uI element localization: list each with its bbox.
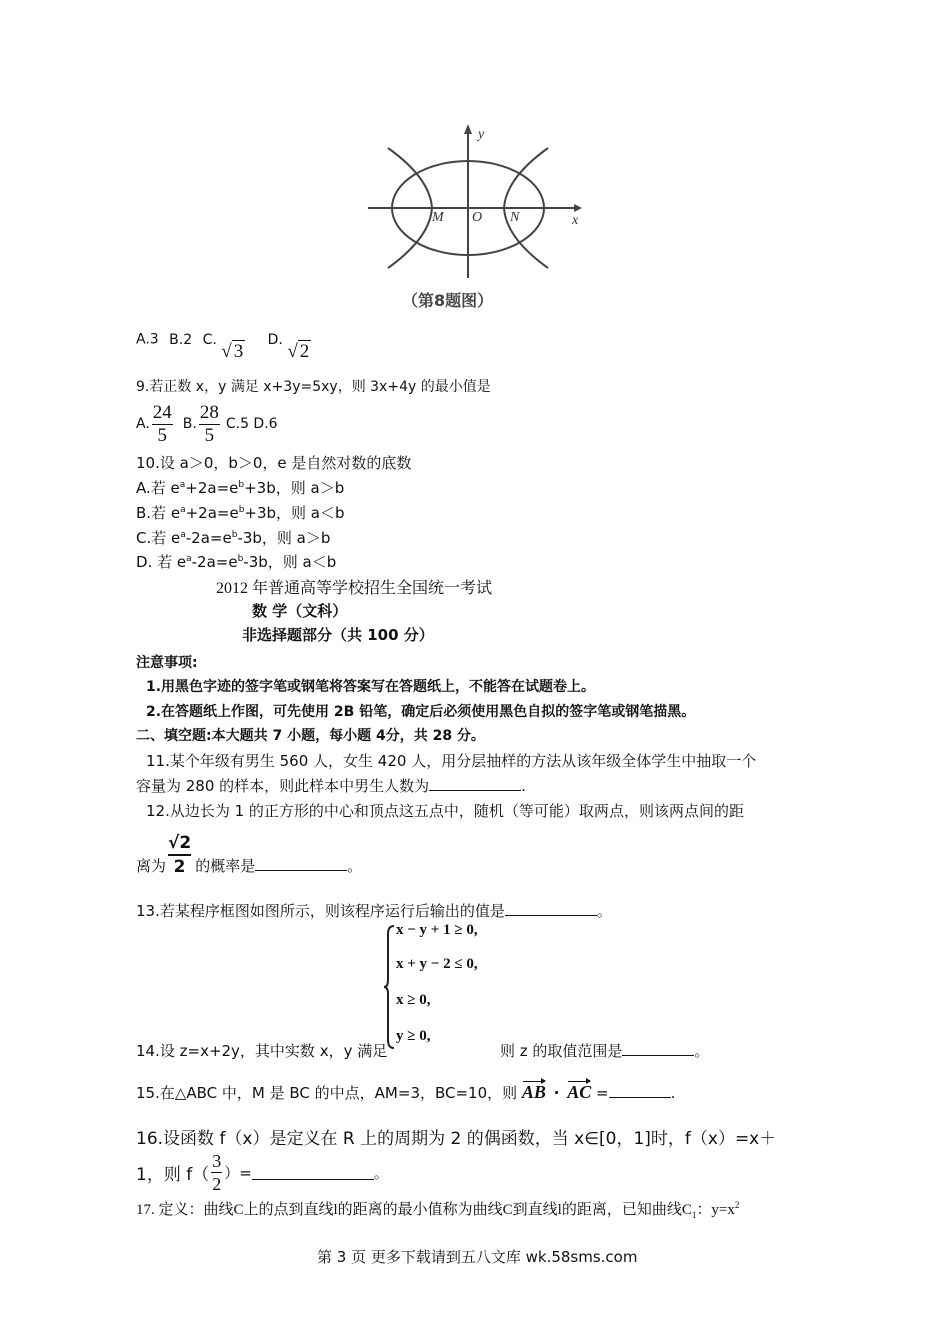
q13: 13.若某程序框图如图所示，则该程序运行后输出的值是 。	[136, 902, 612, 920]
notes-title: 注意事项:	[136, 655, 198, 671]
subject-title: 数 学（文科）	[252, 602, 348, 620]
q9-stem: 9.若正数 x，y 满足 x+3y=5xy，则 3x+4y 的最小值是	[136, 379, 491, 395]
q8-options	[136, 328, 311, 362]
q17: 17. 定义：曲线C上的点到直线l的距离的最小值称为曲线C到直线l的距离，已知曲线$C_1$：$y=x^2$	[136, 1200, 740, 1220]
label-x: x	[572, 213, 579, 228]
figure-8	[360, 118, 600, 313]
y-axis-arrow	[464, 124, 472, 134]
q9-a-label: A.	[136, 416, 150, 432]
q12-fraction: $\frac{√2}{2}$	[168, 833, 192, 877]
exam-title: 2012 年普通高等学校招生全国统一考试	[216, 580, 493, 597]
page-footer: 第 3 页 更多下载请到五八文库 wk.58sms.com	[317, 1248, 638, 1266]
q14-ineq-4: y ≥ 0,	[396, 1028, 431, 1044]
q15-answer-blank[interactable]	[609, 1083, 671, 1098]
q8-option-d: D.	[267, 331, 283, 348]
q10-option-c: C.若 $e^a-2a=e^b-3b$，则 a＞b	[136, 529, 331, 547]
q11-answer-blank[interactable]	[429, 776, 521, 791]
label-m: M	[432, 210, 444, 225]
q15: 15.在△ABC 中，M 是 BC 的中点，AM=3，BC=10，则 AB · AC = .	[136, 1082, 676, 1102]
vector-ab: AB	[521, 1082, 546, 1102]
q14-ineq-2: x + y − 2 ≤ 0,	[396, 956, 478, 972]
q9-b-fraction: $\frac{28}{5}$	[199, 401, 219, 446]
q16-fraction: $\frac{3}{2}$	[212, 1150, 222, 1194]
q9-options	[136, 400, 278, 448]
section-2-title: 二、填空题:本大题共 7 小题，每小题 4分，共 28 分。	[136, 728, 485, 744]
q14-pre: 14.设 z=x+2y，其中实数 x，y 满足	[136, 1042, 388, 1060]
q9-rest: C.5 D.6	[225, 416, 278, 432]
q14-ineq-1: x − y + 1 ≥ 0,	[396, 922, 478, 938]
vector-ac: AC	[567, 1082, 592, 1102]
q16-line1: 16.设函数 f（x）是定义在 R 上的周期为 2 的偶函数，当 x∈[0，1]时，f（x）=x＋	[136, 1129, 777, 1149]
brace-icon	[384, 924, 396, 1050]
q8-sqrt2: √ 2	[287, 341, 310, 362]
ellipse-hyperbola-diagram	[360, 118, 600, 313]
part-title: 非选择题部分（共 100 分）	[242, 626, 434, 644]
q10-option-a: A.若 $e^a+2a=e^b+3b$，则 a＞b	[136, 479, 345, 497]
q8-option-a: A.3	[136, 331, 159, 348]
label-y: y	[478, 127, 485, 142]
q8-option-c: C.	[202, 331, 217, 348]
q11-line1: 11.某个年级有男生 560 人，女生 420 人，用分层抽样的方法从该年级全体学生中抽取一个	[146, 752, 757, 770]
q12-line2: 离为 $\frac{√2}{2}$ 的概率是 。	[136, 833, 363, 877]
label-n: N	[510, 210, 520, 225]
q10-option-b: B.若 $e^a+2a=e^b+3b$，则 a＜b	[136, 504, 345, 522]
note-2: 2.在答题纸上作图，可先使用 2B 铅笔，确定后必须使用黑色自拟的签字笔或钢笔描黑。	[146, 704, 696, 720]
q12-answer-blank[interactable]	[255, 856, 347, 871]
q10-option-d: D. 若 $e^a-2a=e^b-3b$，则 a＜b	[136, 553, 337, 571]
q14-post: 则 z 的取值范围是 。	[500, 1042, 710, 1060]
figure-caption: （第8题图）	[402, 291, 494, 310]
q11-line2: 容量为 280 的样本，则此样本中男生人数为 .	[136, 777, 526, 795]
label-o: O	[472, 210, 483, 225]
q8-option-b: B.2	[169, 331, 193, 348]
q9-b-label: B.	[182, 416, 197, 432]
q10-stem: 10.设 a＞0，b＞0，e 是自然对数的底数	[136, 454, 412, 472]
q9-a-fraction: $\frac{24}{5}$	[152, 401, 172, 446]
q14-system	[384, 922, 494, 1052]
q14-ineq-3: x ≥ 0,	[396, 992, 431, 1008]
q16-answer-blank[interactable]	[252, 1165, 374, 1180]
x-axis-arrow	[574, 204, 582, 212]
q14-answer-blank[interactable]	[622, 1041, 694, 1056]
q8-sqrt3: √ 3	[221, 341, 244, 362]
q12-line1: 12.从边长为 1 的正方形的中心和顶点这五点中，随机（等可能）取两点，则该两点间的距	[146, 802, 744, 820]
note-1: 1.用黑色字迹的签字笔或钢笔将答案写在答题纸上，不能答在试题卷上。	[146, 679, 596, 695]
q13-answer-blank[interactable]	[505, 901, 597, 916]
q16-line2: 1，则 f（ $\frac{3}{2}$ ）= 。	[136, 1150, 389, 1194]
